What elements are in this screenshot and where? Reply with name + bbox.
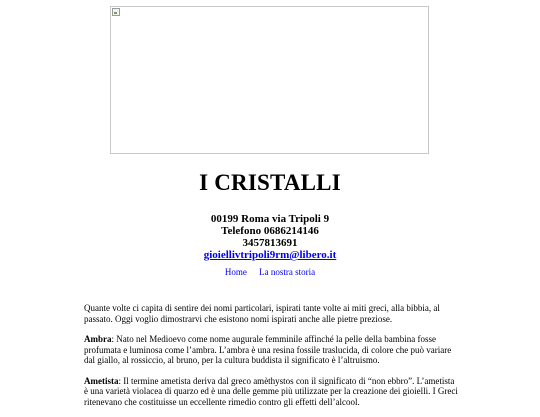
main-content <box>84 303 460 417</box>
header-image-placeholder <box>110 6 429 154</box>
nav-menu <box>0 267 540 277</box>
mobile-text: 3457813691 <box>242 237 298 249</box>
phone-text: Telefono 0686214146 <box>221 225 319 237</box>
intro-paragraph: Quante volte ci capita di sentire dei nomi particolari, ispirati tante volte ai miti greci, alla bibbia, al passato. Oggi voglio dimostrarvi che esistono nomi ispirati anche alle pietre preziose. <box>84 303 440 324</box>
nav-item-home[interactable]: Home <box>224 267 247 277</box>
address-text: 00199 Roma via Tripoli 9 <box>210 213 330 225</box>
stone-paragraph-ambra <box>84 334 460 366</box>
stone-paragraph-ametista <box>84 376 460 408</box>
page-title: I CRISTALLI <box>199 170 341 195</box>
nav-item-la-nostra-storia[interactable]: La nostra storia <box>259 267 316 277</box>
stone-text-ametista: : Il termine ametista deriva dal greco amèthystos con il significato di “non ebbro”. L’ametista è una varietà violacea di quarzo ed è una delle gemme più utilizzate per la creazione dei gioielli. I Greci ritenevano che costituisse un eccellente rimedio contro gli effetti dell’alcool. <box>84 375 458 407</box>
email-link[interactable]: gioiellivtripoli9rm@libero.it <box>203 249 337 261</box>
broken-image-icon <box>112 8 120 16</box>
stone-name-ambra: Ambra <box>84 334 112 344</box>
stone-name-ametista: Ametista <box>84 375 119 386</box>
stone-text-ambra: : Nato nel Medioevo come nome augurale femminile affinché la pelle della bambina fosse profumata e luminosa come l’ambra. L’ambra è una resina fossile traslucida, di colore che può variare dal giallo, al rossiccio, al bruno, per la cultura buddista il significato è l’altruismo. <box>84 334 452 365</box>
contact-block <box>0 213 540 261</box>
